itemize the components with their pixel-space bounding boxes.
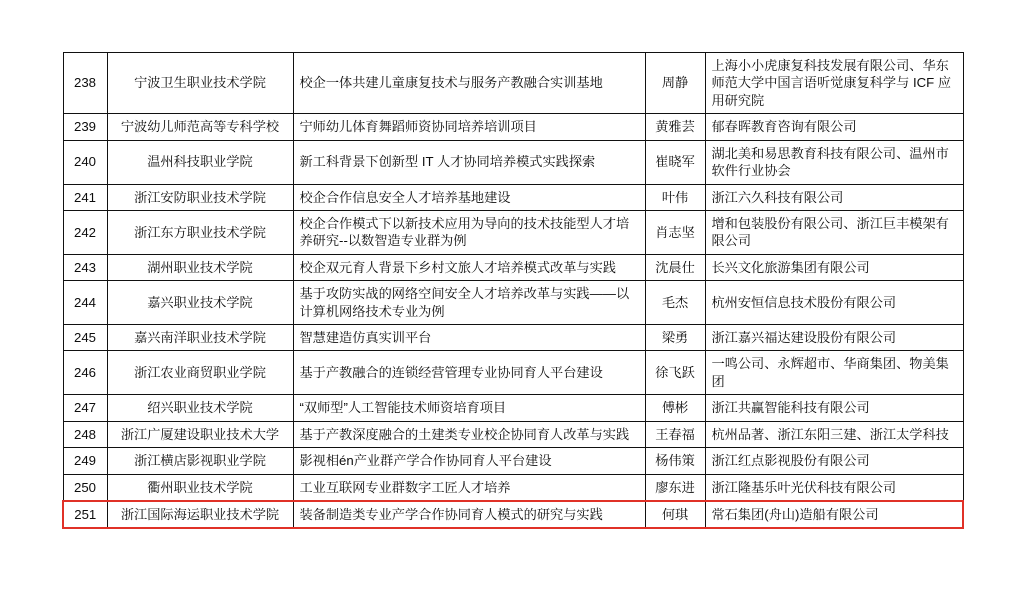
cell-company: 增和包装股份有限公司、浙江巨丰模架有限公司 bbox=[705, 210, 963, 254]
cell-project: 影视相én产业群产学合作协同育人平台建设 bbox=[293, 448, 645, 474]
cell-person: 毛杰 bbox=[645, 281, 705, 325]
table-row bbox=[63, 254, 963, 280]
cell-person: 杨伟策 bbox=[645, 448, 705, 474]
cell-company: 长兴文化旅游集团有限公司 bbox=[705, 254, 963, 280]
cell-school: 嘉兴职业技术学院 bbox=[107, 281, 293, 325]
cell-school: 浙江横店影视职业学院 bbox=[107, 448, 293, 474]
cell-school: 浙江广厦建设职业技术大学 bbox=[107, 421, 293, 447]
cell-project: 校企合作模式下以新技术应用为导向的技术技能型人才培养研究--以数智造专业群为例 bbox=[293, 210, 645, 254]
cell-project: 装备制造类专业产学合作协同育人模式的研究与实践 bbox=[293, 501, 645, 528]
cell-company: 杭州安恒信息技术股份有限公司 bbox=[705, 281, 963, 325]
cell-person: 崔晓军 bbox=[645, 140, 705, 184]
cell-project: 校企双元育人背景下乡村文旅人才培养模式改革与实践 bbox=[293, 254, 645, 280]
cell-index: 245 bbox=[63, 325, 107, 351]
cell-school: 宁波卫生职业技术学院 bbox=[107, 53, 293, 114]
cell-school: 绍兴职业技术学院 bbox=[107, 395, 293, 421]
cell-person: 肖志坚 bbox=[645, 210, 705, 254]
table-row bbox=[63, 114, 963, 140]
cell-school: 湖州职业技术学院 bbox=[107, 254, 293, 280]
cell-person: 周静 bbox=[645, 53, 705, 114]
cell-project: 宁师幼儿体育舞蹈师资协同培养培训项目 bbox=[293, 114, 645, 140]
cell-index: 249 bbox=[63, 448, 107, 474]
cell-company: 一鸣公司、永辉超市、华商集团、物美集团 bbox=[705, 351, 963, 395]
cell-project: 基于产教深度融合的土建类专业校企协同育人改革与实践 bbox=[293, 421, 645, 447]
cell-school: 嘉兴南洋职业技术学院 bbox=[107, 325, 293, 351]
cell-project: 工业互联网专业群数字工匠人才培养 bbox=[293, 474, 645, 501]
table-row-highlighted bbox=[63, 501, 963, 528]
cell-person: 廖东进 bbox=[645, 474, 705, 501]
cell-project: 校企合作信息安全人才培养基地建设 bbox=[293, 184, 645, 210]
cell-project: 校企一体共建儿童康复技术与服务产教融合实训基地 bbox=[293, 53, 645, 114]
cell-index: 251 bbox=[63, 501, 107, 528]
cell-project: 基于产教融合的连锁经营管理专业协同育人平台建设 bbox=[293, 351, 645, 395]
cell-school: 浙江东方职业技术学院 bbox=[107, 210, 293, 254]
cell-person: 梁勇 bbox=[645, 325, 705, 351]
cell-person: 傅彬 bbox=[645, 395, 705, 421]
cell-index: 247 bbox=[63, 395, 107, 421]
cell-company: 常石集团(舟山)造船有限公司 bbox=[705, 501, 963, 528]
cell-company: 浙江嘉兴福达建设股份有限公司 bbox=[705, 325, 963, 351]
table-row bbox=[63, 421, 963, 447]
table-row bbox=[63, 140, 963, 184]
table-row bbox=[63, 184, 963, 210]
cell-company: 浙江共赢智能科技有限公司 bbox=[705, 395, 963, 421]
cell-school: 宁波幼儿师范高等专科学校 bbox=[107, 114, 293, 140]
cell-index: 242 bbox=[63, 210, 107, 254]
cell-school: 温州科技职业学院 bbox=[107, 140, 293, 184]
cell-index: 239 bbox=[63, 114, 107, 140]
table-row bbox=[63, 351, 963, 395]
cell-company: 上海小小虎康复科技发展有限公司、华东师范大学中国言语听觉康复科学与 ICF 应用研究院 bbox=[705, 53, 963, 114]
cell-index: 250 bbox=[63, 474, 107, 501]
cell-person: 徐飞跃 bbox=[645, 351, 705, 395]
cell-person: 沈晨仕 bbox=[645, 254, 705, 280]
cell-index: 243 bbox=[63, 254, 107, 280]
cell-index: 246 bbox=[63, 351, 107, 395]
cell-person: 何琪 bbox=[645, 501, 705, 528]
cell-index: 241 bbox=[63, 184, 107, 210]
cell-person: 王春福 bbox=[645, 421, 705, 447]
cell-company: 浙江红点影视股份有限公司 bbox=[705, 448, 963, 474]
table-row bbox=[63, 448, 963, 474]
cell-school: 浙江国际海运职业技术学院 bbox=[107, 501, 293, 528]
cell-person: 黄雅芸 bbox=[645, 114, 705, 140]
cell-project: “双师型”人工智能技术师资培育项目 bbox=[293, 395, 645, 421]
table-row bbox=[63, 53, 963, 114]
cell-company: 浙江六久科技有限公司 bbox=[705, 184, 963, 210]
cell-school: 衢州职业技术学院 bbox=[107, 474, 293, 501]
table-row bbox=[63, 325, 963, 351]
cell-index: 248 bbox=[63, 421, 107, 447]
cell-index: 240 bbox=[63, 140, 107, 184]
cell-index: 244 bbox=[63, 281, 107, 325]
cell-company: 郁春晖教育咨询有限公司 bbox=[705, 114, 963, 140]
table-row bbox=[63, 210, 963, 254]
table-row bbox=[63, 281, 963, 325]
table-body bbox=[63, 53, 963, 529]
cell-company: 杭州品著、浙江东阳三建、浙江太学科技 bbox=[705, 421, 963, 447]
table-row bbox=[63, 395, 963, 421]
cell-project: 基于攻防实战的网络空间安全人才培养改革与实践——以计算机网络技术专业为例 bbox=[293, 281, 645, 325]
cell-person: 叶伟 bbox=[645, 184, 705, 210]
cell-school: 浙江安防职业技术学院 bbox=[107, 184, 293, 210]
project-table bbox=[62, 52, 964, 529]
cell-index: 238 bbox=[63, 53, 107, 114]
cell-project: 智慧建造仿真实训平台 bbox=[293, 325, 645, 351]
cell-school: 浙江农业商贸职业学院 bbox=[107, 351, 293, 395]
cell-project: 新工科背景下创新型 IT 人才协同培养模式实践探索 bbox=[293, 140, 645, 184]
cell-company: 浙江隆基乐叶光伏科技有限公司 bbox=[705, 474, 963, 501]
table-row bbox=[63, 474, 963, 501]
cell-company: 湖北美和易思教育科技有限公司、温州市软件行业协会 bbox=[705, 140, 963, 184]
